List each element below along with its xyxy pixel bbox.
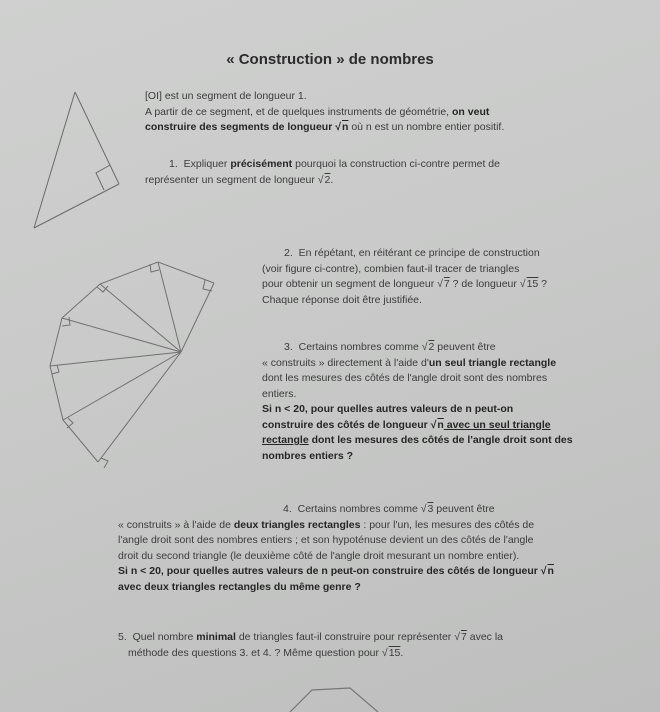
q1-text-b: précisément	[230, 158, 293, 170]
q4-line-2a: « construits » à l'aide de	[118, 518, 234, 531]
q4-line-6: avec deux triangles rectangles du même genre ?	[118, 580, 361, 593]
q3-line-5a: Si	[262, 403, 275, 415]
right-triangle-figure	[34, 92, 119, 228]
question-4	[118, 502, 653, 595]
question-2	[262, 246, 652, 308]
q3-line-2b: un seul triangle rectangle	[428, 356, 557, 369]
q4-line-1a: Certains nombres comme	[297, 503, 421, 515]
q2-number: 2.	[284, 247, 293, 259]
spiral-of-theodorus-figure	[50, 262, 214, 468]
q2-line-2: (voir figure ci-contre), combien faut-il tracer de triangles	[262, 262, 520, 275]
q2-line-3b: ? de longueur	[449, 278, 520, 290]
q3-line-7b: dont les mesures des côtés de l'angle droit sont des	[308, 434, 573, 446]
q2-sqrt-7: √7	[437, 278, 450, 290]
intro-line-2b: on veut	[452, 105, 490, 118]
q3-line-5b: , pour quelles autres valeurs de n peut-on	[304, 403, 514, 415]
question-3	[262, 340, 652, 464]
q4-line-2c: : pour l'un, les mesures des côtés de	[360, 518, 535, 531]
q2-line-1: En répétant, en réitérant ce principe de construction	[298, 247, 540, 259]
bottom-partial-shape	[290, 688, 378, 712]
intro-paragraph	[145, 89, 645, 136]
q3-number: 3.	[284, 341, 293, 353]
q4-sqrt-3: √3	[420, 503, 434, 515]
intro-line-3a: construire des segments de longueur	[145, 121, 336, 133]
q4-line-1b: peuvent être	[433, 503, 495, 515]
page-title: « Construction » de nombres	[226, 51, 434, 68]
q4-line-2b: deux triangles rectangles	[233, 518, 361, 531]
q5-line-2a: méthode des questions 3. et 4. ? Même question pour	[128, 646, 382, 659]
q5-line-1b: minimal	[196, 631, 236, 643]
q3-line-8: nombres entiers ?	[262, 449, 354, 462]
q3-line-7a: rectangle	[262, 434, 309, 446]
intro-sqrt-n: √n	[335, 121, 349, 133]
q4-line-3: l'angle droit sont des nombres entiers ; et son hypoténuse devient un des côtés de l'angle	[118, 534, 534, 546]
q5-number: 5.	[118, 631, 127, 643]
q3-line-3: dont les mesures des côtés de l'angle droit sont des nombres	[262, 372, 548, 384]
q4-line-5m: n < 20	[130, 565, 161, 577]
q2-line-3a: pour obtenir un segment de longueur	[262, 278, 438, 290]
q3-line-4: entiers.	[262, 387, 297, 400]
q5-line-2b: .	[400, 646, 404, 659]
q5-line-1a: Quel nombre	[132, 631, 197, 643]
q3-line-1b: peuvent être	[434, 341, 496, 353]
question-1	[145, 157, 645, 188]
q5-line-1c: de triangles faut-il construire pour représenter	[235, 631, 455, 643]
q2-sqrt-15: √15	[519, 278, 539, 290]
q3-line-6a: construire des côtés de longueur	[262, 418, 431, 431]
intro-line-2a: A partir de ce segment, et de quelques instruments de géométrie,	[145, 105, 453, 118]
q4-line-4: droit du second triangle (le deuxième côté de l'angle droit mesurant un nombre entier).	[118, 549, 520, 562]
q5-sqrt-7: √7	[454, 631, 467, 643]
q3-line-1a: Certains nombres comme	[298, 341, 422, 353]
intro-line-3b: où n est un nombre entier positif.	[348, 121, 505, 133]
q1-number: 1.	[169, 158, 178, 170]
q4-number: 4.	[283, 503, 292, 515]
q1-text-c: pourquoi la construction ci-contre permet de	[292, 158, 500, 170]
question-5	[118, 630, 653, 661]
q2-line-4: Chaque réponse doit être justifiée.	[262, 293, 422, 306]
q3-sqrt-n: √n	[430, 418, 444, 431]
q3-line-2a: « construits » directement à l'aide d'	[262, 356, 429, 369]
q1-text-e: .	[330, 173, 334, 186]
q4-line-5b: , pour quelles autres valeurs de n peut-on construire des côtés de longueur	[160, 565, 541, 577]
q5-line-1d: avec la	[466, 631, 503, 643]
q3-line-6b: avec un seul triangle	[443, 418, 551, 431]
q4-line-5a: Si	[118, 565, 131, 577]
q1-sqrt-2: √2	[317, 173, 331, 186]
q1-text-d: représenter un segment de longueur	[145, 173, 318, 186]
q5-sqrt-15: √15	[381, 646, 401, 659]
intro-line-1: [OI] est un segment de longueur 1.	[145, 90, 307, 102]
q1-text-a: Expliquer	[183, 158, 231, 170]
q3-sqrt-2: √2	[421, 341, 435, 353]
q3-line-5m: n < 20	[274, 403, 305, 415]
q2-line-3c: ?	[538, 278, 548, 290]
q4-sqrt-n: √n	[540, 565, 554, 577]
